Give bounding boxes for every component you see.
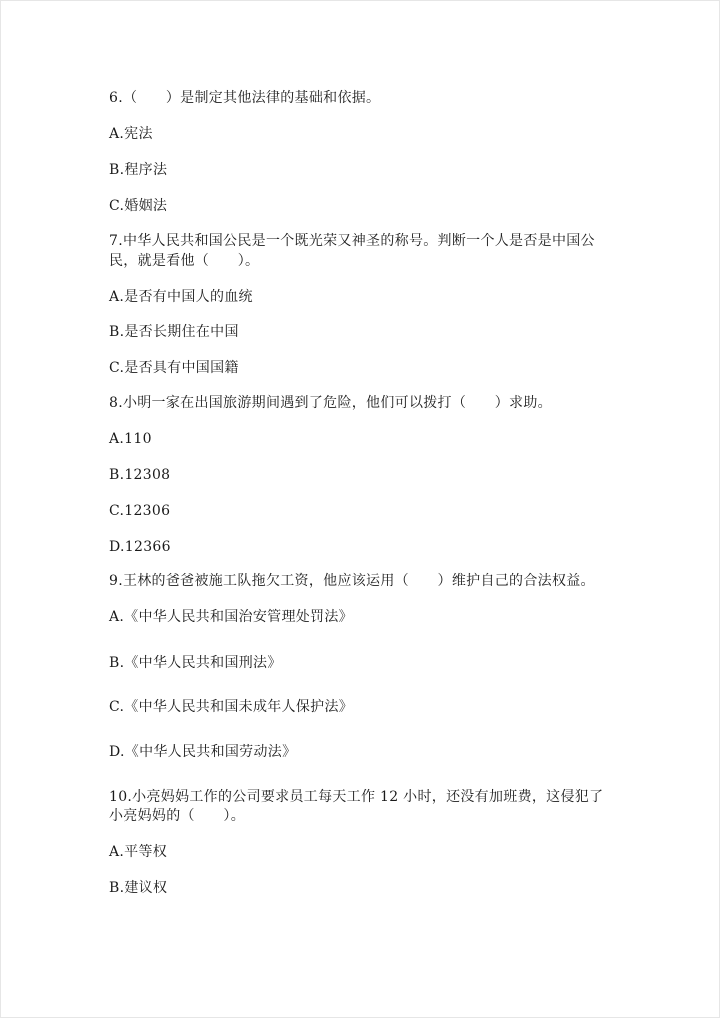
- question-9-option-c: C.《中华人民共和国未成年人保护法》: [109, 699, 354, 715]
- question-8-option-a: A.110: [109, 431, 152, 447]
- question-6-option-c: C.婚姻法: [109, 198, 168, 214]
- question-8-option-b: B.12308: [109, 467, 171, 483]
- question-9-option-a: A.《中华人民共和国治安管理处罚法》: [109, 609, 353, 625]
- question-10-stem-line-2: 小亮妈妈的（ ）。: [109, 808, 245, 824]
- question-10-option-b: B.建议权: [109, 880, 168, 896]
- question-10-option-a: A.平等权: [109, 844, 168, 860]
- question-9-option-d: D.《中华人民共和国劳动法》: [109, 744, 297, 760]
- question-7-stem-line-1: 7.中华人民共和国公民是一个既光荣又神圣的称号。判断一个人是否是中国公: [109, 233, 595, 249]
- question-7-option-a: A.是否有中国人的血统: [109, 289, 253, 305]
- question-7-option-c: C.是否具有中国国籍: [109, 360, 239, 376]
- question-9-option-b: B.《中华人民共和国刑法》: [109, 655, 282, 671]
- question-6-option-a: A.宪法: [109, 126, 153, 142]
- question-8-option-d: D.12366: [109, 539, 171, 555]
- question-9-stem: 9.王林的爸爸被施工队拖欠工资，他应该运用（ ）维护自己的合法权益。: [109, 573, 595, 589]
- question-8-option-c: C.12306: [109, 503, 171, 519]
- question-7-option-b: B.是否长期住在中国: [109, 324, 239, 340]
- question-6-stem: 6.（ ）是制定其他法律的基础和依据。: [109, 90, 381, 106]
- question-10-stem-line-1: 10.小亮妈妈工作的公司要求员工每天工作 12 小时，还没有加班费，这侵犯了: [109, 789, 604, 805]
- question-8-stem: 8.小明一家在出国旅游期间遇到了危险，他们可以拨打（ ）求助。: [109, 395, 552, 411]
- question-6-option-b: B.程序法: [109, 162, 168, 178]
- question-7-stem-line-2: 民，就是看他（ ）。: [109, 253, 260, 269]
